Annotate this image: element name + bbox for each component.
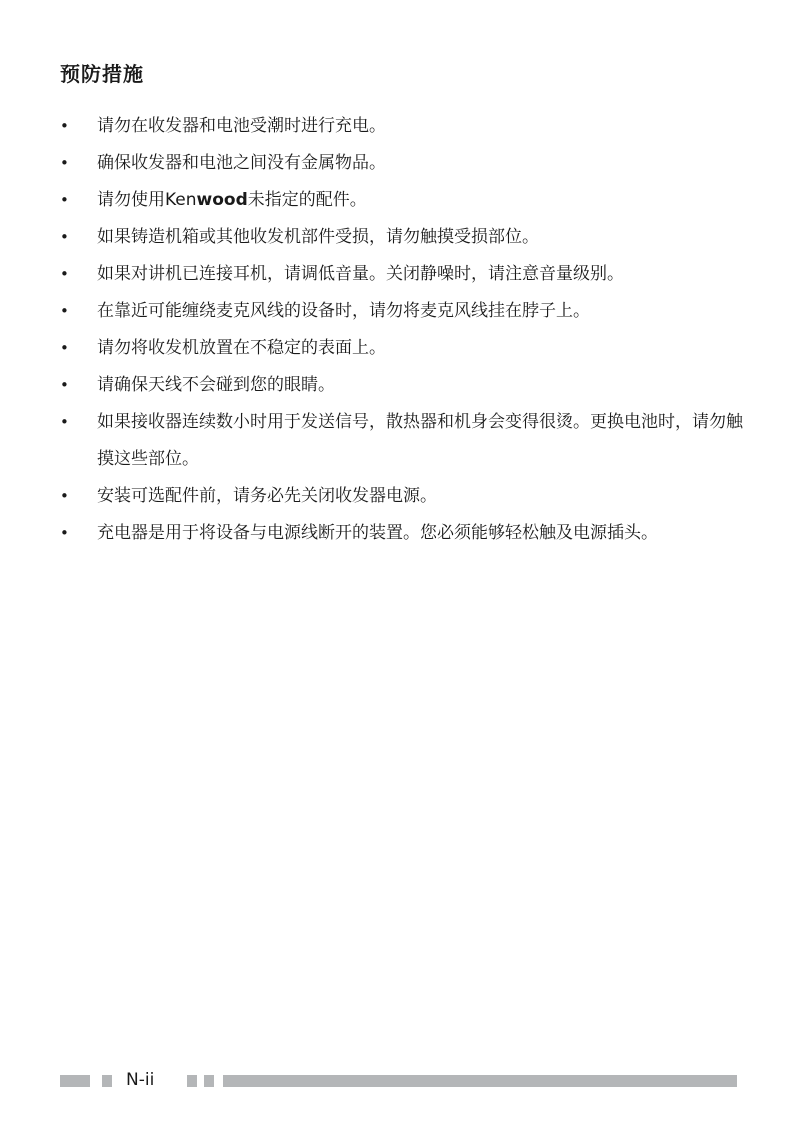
footer-registration-block [204, 1075, 214, 1087]
bullet-icon: • [60, 302, 69, 320]
bullet-icon: • [60, 228, 69, 246]
list-item [60, 330, 746, 367]
bullet-icon: • [60, 487, 69, 505]
bullet-icon: • [60, 376, 69, 394]
list-item-text: 请勿在收发器和电池受潮时进行充电。 [97, 116, 386, 136]
list-item-text: 如果对讲机已连接耳机，请调低音量。关闭静噪时，请注意音量级别。 [97, 264, 624, 284]
text-segment: 未指定的配件。 [247, 190, 367, 210]
list-item [60, 515, 746, 552]
list-item-text: 如果接收器连续数小时用于发送信号，散热器和机身会变得很烫。更换电池时，请勿触摸这些部位。 [97, 412, 743, 469]
page-title: 预防措施 [60, 62, 144, 86]
text-segment: 请勿使用Ken [97, 190, 197, 210]
footer-registration-block [187, 1075, 197, 1087]
footer-bar [223, 1075, 737, 1087]
footer-registration-block [60, 1075, 90, 1087]
list-item [60, 478, 746, 515]
list-item [60, 367, 746, 404]
page-number: N-ii [126, 1070, 155, 1090]
list-item [60, 256, 746, 293]
list-item [60, 404, 746, 478]
list-item [60, 182, 746, 219]
bullet-icon: • [60, 191, 69, 209]
list-item-text: 请确保天线不会碰到您的眼睛。 [97, 375, 335, 395]
bullet-icon: • [60, 339, 69, 357]
list-item-text: 如果铸造机箱或其他收发机部件受损，请勿触摸受损部位。 [97, 227, 539, 247]
list-item-text: 充电器是用于将设备与电源线断开的装置。您必须能够轻松触及电源插头。 [97, 523, 658, 543]
list-item [60, 219, 746, 256]
bullet-icon: • [60, 117, 69, 135]
bullet-icon: • [60, 413, 69, 431]
list-item-text: 请勿将收发机放置在不稳定的表面上。 [97, 338, 386, 358]
list-item [60, 293, 746, 330]
list-item-text: 确保收发器和电池之间没有金属物品。 [97, 153, 386, 173]
brand-text: wood [196, 190, 248, 210]
bullet-icon: • [60, 524, 69, 542]
list-item-text: 在靠近可能缠绕麦克风线的设备时，请勿将麦克风线挂在脖子上。 [97, 301, 590, 321]
precaution-list [60, 108, 746, 552]
bullet-icon: • [60, 154, 69, 172]
footer-registration-block [102, 1075, 112, 1087]
bullet-icon: • [60, 265, 69, 283]
list-item-text [97, 182, 746, 219]
list-item [60, 145, 746, 182]
list-item [60, 108, 746, 145]
list-item-text: 安装可选配件前，请务必先关闭收发器电源。 [97, 486, 437, 506]
